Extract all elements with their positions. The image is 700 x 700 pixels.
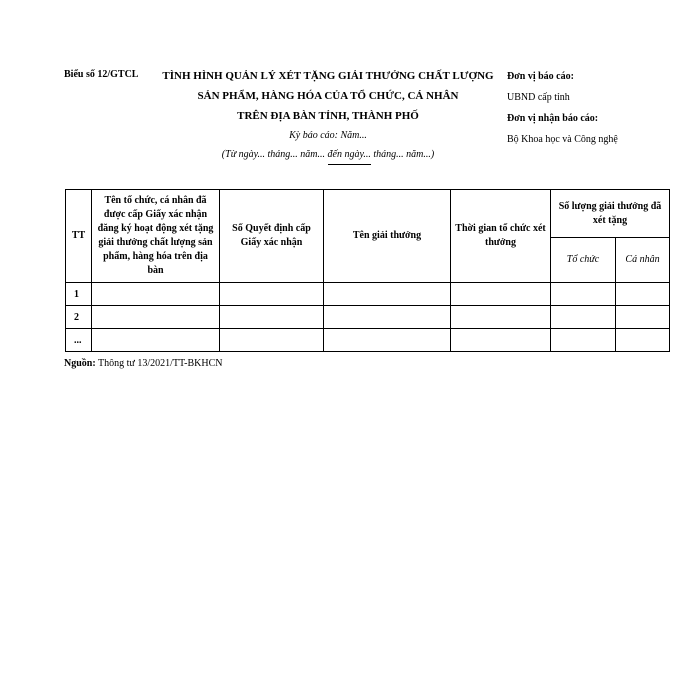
- range-end-marked: đến ngày...: [328, 146, 371, 165]
- cell-org-name: [92, 283, 220, 306]
- receiving-unit-label: Đơn vị nhận báo cáo:: [507, 113, 599, 124]
- reporting-date-range: [158, 146, 498, 165]
- header-sub-person: Cá nhân: [616, 238, 670, 283]
- award-report-table: [65, 189, 670, 352]
- report-units: [507, 66, 618, 150]
- header-award-name: Tên giải thưởng: [324, 190, 451, 283]
- table-row: [66, 329, 670, 352]
- cell-org-name: [92, 306, 220, 329]
- header-award-count: Số lượng giải thưởng đã xét tặng: [551, 190, 670, 238]
- header-tt: TT: [66, 190, 92, 283]
- cell-count-org: [551, 329, 616, 352]
- cell-decision-no: [220, 283, 324, 306]
- cell-count-person: [616, 306, 670, 329]
- source-value: Thông tư 13/2021/TT-BKHCN: [98, 358, 223, 369]
- row-index: 1: [66, 283, 92, 306]
- header-decision-no: Số Quyết định cấp Giấy xác nhận: [220, 190, 324, 283]
- range-end: tháng... năm...): [370, 149, 435, 160]
- reporting-unit-value: UBND cấp tỉnh: [507, 92, 570, 103]
- cell-count-org: [551, 306, 616, 329]
- cell-decision-no: [220, 329, 324, 352]
- report-title-line-3: TRÊN ĐỊA BÀN TỈNH, THÀNH PHỐ: [237, 110, 419, 122]
- reporting-unit-label: Đơn vị báo cáo:: [507, 71, 574, 82]
- report-title-line-2: SẢN PHẨM, HÀNG HÓA CỦA TỔ CHỨC, CÁ NHÂN: [197, 90, 459, 102]
- header-org-time: Thời gian tổ chức xét thưởng: [451, 190, 551, 283]
- cell-award-name: [324, 306, 451, 329]
- header-org-name: Tên tổ chức, cá nhân đã được cấp Giấy xác nhận đăng ký hoạt động xét tặng giải thưởng chất lượng sản phẩm, hàng hóa trên địa bàn: [92, 190, 220, 283]
- cell-count-person: [616, 329, 670, 352]
- cell-award-name: [324, 329, 451, 352]
- source-note: [64, 358, 223, 369]
- cell-org-time: [451, 306, 551, 329]
- reporting-period: Kỳ báo cáo: Năm...: [289, 130, 367, 141]
- cell-org-time: [451, 329, 551, 352]
- table-row: [66, 283, 670, 306]
- table-row: [66, 306, 670, 329]
- cell-count-person: [616, 283, 670, 306]
- row-index: 2: [66, 306, 92, 329]
- cell-count-org: [551, 283, 616, 306]
- source-label: Nguồn:: [64, 358, 96, 369]
- cell-decision-no: [220, 306, 324, 329]
- cell-org-name: [92, 329, 220, 352]
- form-code: Biểu số 12/GTCL: [64, 69, 139, 80]
- row-index: ...: [66, 329, 92, 352]
- receiving-unit-value: Bộ Khoa học và Công nghệ: [507, 134, 618, 145]
- report-title-line-1: TÌNH HÌNH QUẢN LÝ XÉT TẶNG GIẢI THƯỞNG CHẤT LƯỢNG: [162, 70, 494, 82]
- cell-award-name: [324, 283, 451, 306]
- header-sub-org: Tổ chức: [551, 238, 616, 283]
- range-start: (Từ ngày... tháng... năm...: [221, 149, 328, 160]
- report-title-block: [158, 66, 498, 165]
- cell-org-time: [451, 283, 551, 306]
